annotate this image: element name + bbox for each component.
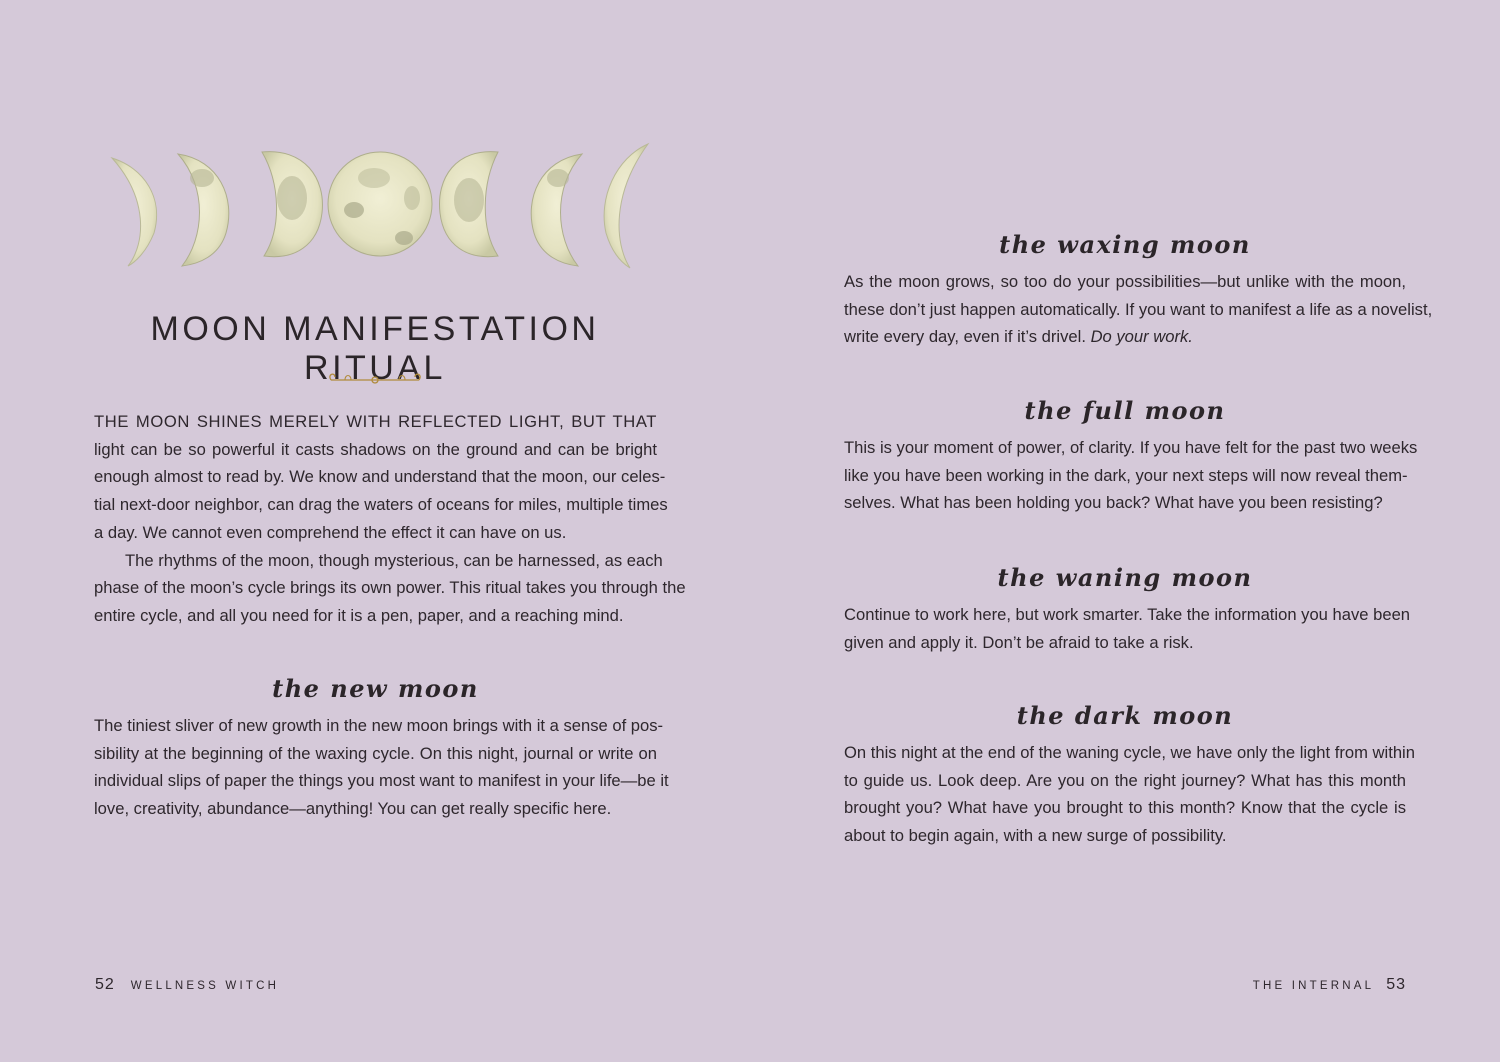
waning-line: given and apply it. Don’t be afraid to take a risk. (844, 632, 1194, 652)
dark-line: brought you? What have you brought to this month? Know that the cycle is (844, 798, 1406, 818)
running-head: THE INTERNAL (1252, 980, 1375, 992)
new-moon-line: love, creativity, abundance—anything! You can get really specific here. (94, 799, 612, 819)
new-moon-heading: the new moon (272, 674, 479, 703)
moon-phases-illustration (104, 138, 656, 270)
waxing-moon-heading: the waxing moon (999, 230, 1251, 259)
waxing-line-text: write every day, even if it’s drivel. (844, 327, 1086, 347)
new-moon-paragraph (94, 712, 669, 823)
full-moon-heading: the full moon (1024, 396, 1226, 425)
full-line: This is your moment of power, of clarity. If you have felt for the past two weeks (844, 438, 1418, 457)
waxing-line: As the moon grows, so too do your possibilities—but unlike with the moon, (844, 272, 1406, 291)
page-number: 53 (1386, 976, 1406, 993)
new-moon-line: sibility at the beginning of the waxing cycle. On this night, journal or write on (94, 743, 657, 763)
intro-line: a day. We cannot even comprehend the effect it can have on us. (94, 522, 567, 542)
left-footer (95, 976, 279, 994)
running-head: WELLNESS WITCH (130, 980, 280, 992)
new-moon-line: individual slips of paper the things you most want to manifest in your life—be it (94, 771, 669, 791)
intro-line: light can be so powerful it casts shadows on the ground and can be bright (94, 439, 657, 459)
intro-lead-line: THE MOON SHINES MERELY WITH REFLECTED LIGHT, BUT THAT (94, 412, 657, 431)
waning-crescent-icon (604, 144, 648, 268)
waning-moon-heading: the waning moon (997, 563, 1253, 592)
right-page (750, 0, 1500, 1062)
ritual-line: entire cycle, and all you need for it is a pen, paper, and a reaching mind. (94, 605, 624, 625)
page-title: MOON MANIFESTATION RITUAL (150, 310, 600, 387)
intro-line: tial next-door neighbor, can drag the waters of oceans for miles, multiple times (94, 495, 668, 515)
flourish-divider-icon (323, 370, 427, 390)
dark-moon-heading: the dark moon (1016, 701, 1234, 730)
full-moon-paragraph (844, 434, 1418, 517)
waxing-emphasis: Do your work. (1090, 327, 1193, 347)
waxing-line: these don’t just happen automatically. If you want to manifest a life as a novelist, (844, 299, 1433, 319)
waning-moon-paragraph (844, 601, 1411, 656)
new-moon-line: The tiniest sliver of new growth in the new moon brings with it a sense of pos- (94, 716, 664, 735)
dark-moon-paragraph (844, 739, 1415, 850)
full-line: selves. What has been holding you back? What have you been resisting? (844, 493, 1383, 513)
dark-line: On this night at the end of the waning cycle, we have only the light from within (844, 743, 1415, 762)
full-line: like you have been working in the dark, your next steps will now reveal them- (844, 465, 1408, 485)
intro-line: enough almost to read by. We know and understand that the moon, our celes- (94, 467, 666, 487)
ritual-line: phase of the moon’s cycle brings its own power. This ritual takes you through the (94, 578, 686, 598)
waxing-moon-paragraph (844, 268, 1433, 351)
dark-line: to guide us. Look deep. Are you on the right journey? What has this month (844, 770, 1406, 790)
waxing-crescent-icon (112, 158, 157, 266)
page-number: 52 (95, 976, 115, 993)
waxing-line (844, 323, 1406, 351)
right-footer (1253, 976, 1406, 994)
ritual-line: The rhythms of the moon, though mysterious, can be harnessed, as each (125, 550, 663, 570)
waning-line: Continue to work here, but work smarter. Take the information you have been (844, 605, 1411, 624)
dark-line: about to begin again, with a new surge of possibility. (844, 826, 1227, 846)
intro-paragraph (94, 408, 686, 630)
